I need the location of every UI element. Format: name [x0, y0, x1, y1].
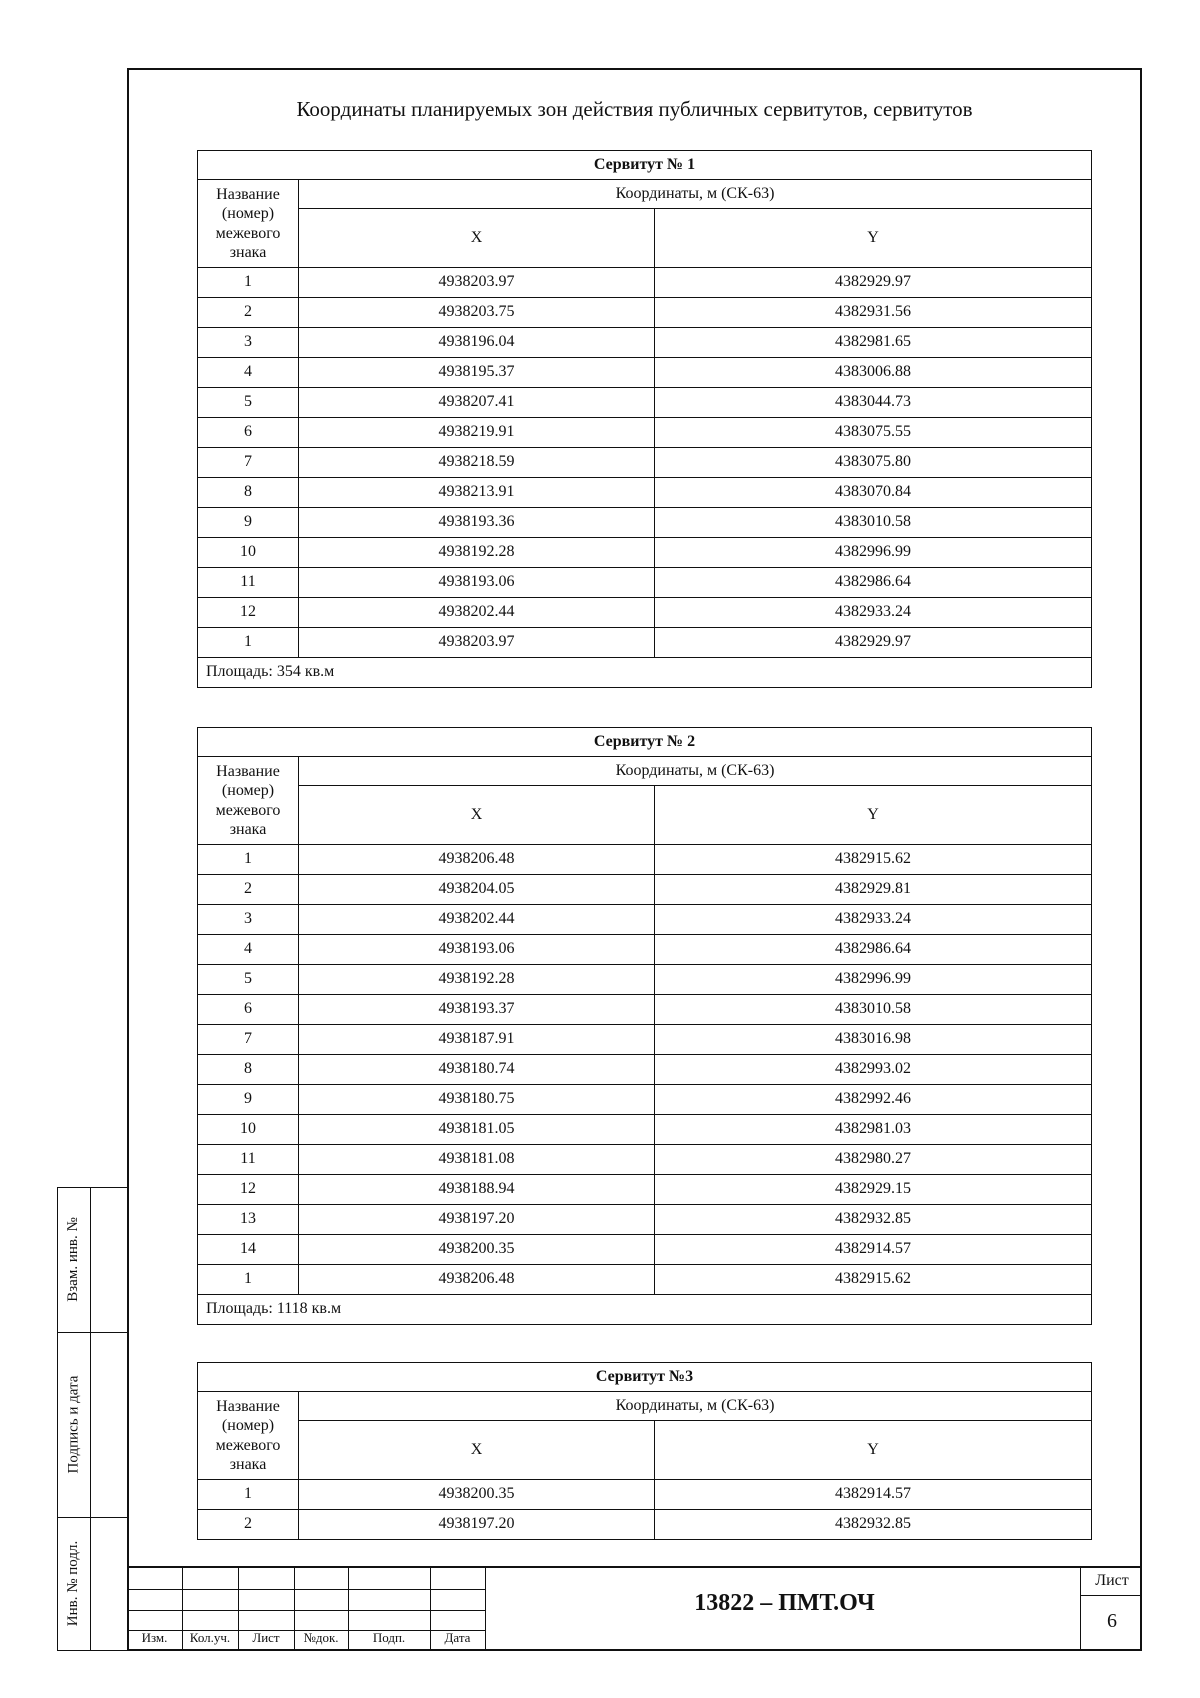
coord-y: 4383070.84: [655, 478, 1092, 508]
coord-y: 4382996.99: [655, 965, 1092, 995]
point-number: 11: [198, 568, 299, 598]
coord-y: 4382986.64: [655, 935, 1092, 965]
header-point-name: Название (номер) межевого знака: [198, 180, 299, 268]
header-point-name: Название (номер) межевого знака: [198, 1392, 299, 1480]
tb-col-podp: Подп.: [372, 1630, 406, 1645]
table-row: [198, 875, 1092, 905]
coord-x: 4938203.97: [299, 268, 655, 298]
left-stamp-strip: [57, 1187, 127, 1651]
table-row: [198, 935, 1092, 965]
coord-y: 4382992.46: [655, 1085, 1092, 1115]
table-row: [198, 1055, 1092, 1085]
coord-x: 4938196.04: [299, 328, 655, 358]
coord-x: 4938206.48: [299, 845, 655, 875]
coord-y: 4382929.97: [655, 268, 1092, 298]
coord-y: 4382993.02: [655, 1055, 1092, 1085]
coord-x: 4938193.37: [299, 995, 655, 1025]
sheet-number: 6: [1107, 1610, 1117, 1632]
coord-y: 4382981.65: [655, 328, 1092, 358]
coord-y: 4382914.57: [655, 1235, 1092, 1265]
point-number: 2: [198, 875, 299, 905]
coord-x: 4938213.91: [299, 478, 655, 508]
header-coordinates: Координаты, м (СК-63): [299, 1392, 1092, 1421]
point-number: 12: [198, 598, 299, 628]
table-row: [198, 1115, 1092, 1145]
coord-y: 4383016.98: [655, 1025, 1092, 1055]
point-number: 6: [198, 418, 299, 448]
header-y: Y: [655, 786, 1092, 845]
table-row: [198, 388, 1092, 418]
table-row: [198, 1025, 1092, 1055]
table-row: [198, 508, 1092, 538]
point-number: 10: [198, 538, 299, 568]
servitude-table-3: [197, 1362, 1092, 1540]
point-number: 13: [198, 1205, 299, 1235]
coord-x: 4938195.37: [299, 358, 655, 388]
coord-y: 4382929.97: [655, 628, 1092, 658]
point-number: 12: [198, 1175, 299, 1205]
point-number: 7: [198, 448, 299, 478]
area-note: Площадь: 1118 кв.м: [198, 1295, 1092, 1325]
coord-x: 4938181.08: [299, 1145, 655, 1175]
coord-y: 4382915.62: [655, 1265, 1092, 1295]
point-number: 8: [198, 478, 299, 508]
point-number: 5: [198, 388, 299, 418]
coord-y: 4382981.03: [655, 1115, 1092, 1145]
tb-col-kol: Кол.уч.: [189, 1630, 231, 1645]
tb-col-ndok: №док.: [303, 1630, 339, 1645]
header-point-name: Название (номер) межевого знака: [198, 757, 299, 845]
coord-y: 4382932.85: [655, 1510, 1092, 1540]
coord-x: 4938180.74: [299, 1055, 655, 1085]
point-number: 1: [198, 628, 299, 658]
header-x: X: [299, 786, 655, 845]
point-number: 1: [198, 845, 299, 875]
coord-y: 4383075.80: [655, 448, 1092, 478]
coord-x: 4938203.97: [299, 628, 655, 658]
point-number: 6: [198, 995, 299, 1025]
table-row: [198, 1085, 1092, 1115]
coord-x: 4938206.48: [299, 1265, 655, 1295]
coord-x: 4938192.28: [299, 538, 655, 568]
coord-x: 4938192.28: [299, 965, 655, 995]
table-caption: Сервитут № 1: [198, 151, 1092, 180]
coord-x: 4938204.05: [299, 875, 655, 905]
coord-x: 4938207.41: [299, 388, 655, 418]
point-number: 2: [198, 298, 299, 328]
coord-x: 4938193.06: [299, 568, 655, 598]
sheet-label: Лист: [1095, 1572, 1129, 1589]
point-number: 5: [198, 965, 299, 995]
coord-y: 4383010.58: [655, 508, 1092, 538]
coord-y: 4382986.64: [655, 568, 1092, 598]
coord-x: 4938203.75: [299, 298, 655, 328]
tb-col-list: Лист: [252, 1630, 280, 1645]
area-note: Площадь: 354 кв.м: [198, 658, 1092, 688]
coord-y: 4383006.88: [655, 358, 1092, 388]
point-number: 1: [198, 1265, 299, 1295]
coord-y: 4382929.15: [655, 1175, 1092, 1205]
table-row: [198, 905, 1092, 935]
table-row: [198, 1205, 1092, 1235]
table-row: [198, 845, 1092, 875]
coord-x: 4938180.75: [299, 1085, 655, 1115]
tb-col-izm: Изм.: [141, 1630, 168, 1645]
table-row: [198, 358, 1092, 388]
point-number: 4: [198, 935, 299, 965]
servitude-table-1: [197, 150, 1092, 688]
coord-y: 4382932.85: [655, 1205, 1092, 1235]
coord-y: 4383010.58: [655, 995, 1092, 1025]
point-number: 10: [198, 1115, 299, 1145]
header-x: X: [299, 1421, 655, 1480]
header-coordinates: Координаты, м (СК-63): [299, 180, 1092, 209]
table-row: [198, 1175, 1092, 1205]
point-number: 7: [198, 1025, 299, 1055]
coord-y: 4382914.57: [655, 1480, 1092, 1510]
coord-y: 4383044.73: [655, 388, 1092, 418]
table-row: [198, 1235, 1092, 1265]
table-row: [198, 448, 1092, 478]
table-row: [198, 965, 1092, 995]
point-number: 11: [198, 1145, 299, 1175]
title-block: [127, 1566, 1142, 1651]
point-number: 8: [198, 1055, 299, 1085]
sign-date-label: Подпись и дата: [65, 1375, 82, 1474]
header-y: Y: [655, 1421, 1092, 1480]
header-y: Y: [655, 209, 1092, 268]
servitude-table-2: [197, 727, 1092, 1325]
document-code: 13822 – ПМТ.ОЧ: [694, 1590, 875, 1616]
table-row: [198, 328, 1092, 358]
coord-x: 4938197.20: [299, 1205, 655, 1235]
coord-y: 4382933.24: [655, 905, 1092, 935]
table-row: [198, 1145, 1092, 1175]
coord-y: 4383075.55: [655, 418, 1092, 448]
point-number: 9: [198, 1085, 299, 1115]
coord-x: 4938197.20: [299, 1510, 655, 1540]
coord-x: 4938193.36: [299, 508, 655, 538]
coord-x: 4938202.44: [299, 598, 655, 628]
table-row: [198, 298, 1092, 328]
table-row: [198, 568, 1092, 598]
coord-x: 4938219.91: [299, 418, 655, 448]
point-number: 3: [198, 905, 299, 935]
point-number: 14: [198, 1235, 299, 1265]
coord-y: 4382915.62: [655, 845, 1092, 875]
page-title: Координаты планируемых зон действия публичных сервитутов, сервитутов: [296, 97, 973, 121]
point-number: 4: [198, 358, 299, 388]
coord-x: 4938200.35: [299, 1480, 655, 1510]
table-row: [198, 538, 1092, 568]
coord-y: 4382931.56: [655, 298, 1092, 328]
coord-y: 4382980.27: [655, 1145, 1092, 1175]
table-row: [198, 995, 1092, 1025]
coord-x: 4938188.94: [299, 1175, 655, 1205]
point-number: 1: [198, 1480, 299, 1510]
header-x: X: [299, 209, 655, 268]
inv-replace-label: Взам. инв. №: [65, 1217, 81, 1302]
coord-x: 4938218.59: [299, 448, 655, 478]
coord-x: 4938187.91: [299, 1025, 655, 1055]
table-row: [198, 598, 1092, 628]
table-row: [198, 478, 1092, 508]
point-number: 3: [198, 328, 299, 358]
coord-x: 4938202.44: [299, 905, 655, 935]
coord-x: 4938193.06: [299, 935, 655, 965]
coord-y: 4382933.24: [655, 598, 1092, 628]
table-row: [198, 268, 1092, 298]
table-caption: Сервитут №3: [198, 1363, 1092, 1392]
point-number: 2: [198, 1510, 299, 1540]
tb-col-data: Дата: [444, 1630, 471, 1645]
table-row: [198, 628, 1092, 658]
header-coordinates: Координаты, м (СК-63): [299, 757, 1092, 786]
table-row: [198, 1480, 1092, 1510]
coord-x: 4938200.35: [299, 1235, 655, 1265]
table-row: [198, 418, 1092, 448]
table-row: [198, 1265, 1092, 1295]
inv-original-label: Инв. № подл.: [65, 1540, 81, 1627]
point-number: 1: [198, 268, 299, 298]
table-row: [198, 1510, 1092, 1540]
coord-y: 4382929.81: [655, 875, 1092, 905]
point-number: 9: [198, 508, 299, 538]
coord-x: 4938181.05: [299, 1115, 655, 1145]
table-caption: Сервитут № 2: [198, 728, 1092, 757]
coord-y: 4382996.99: [655, 538, 1092, 568]
